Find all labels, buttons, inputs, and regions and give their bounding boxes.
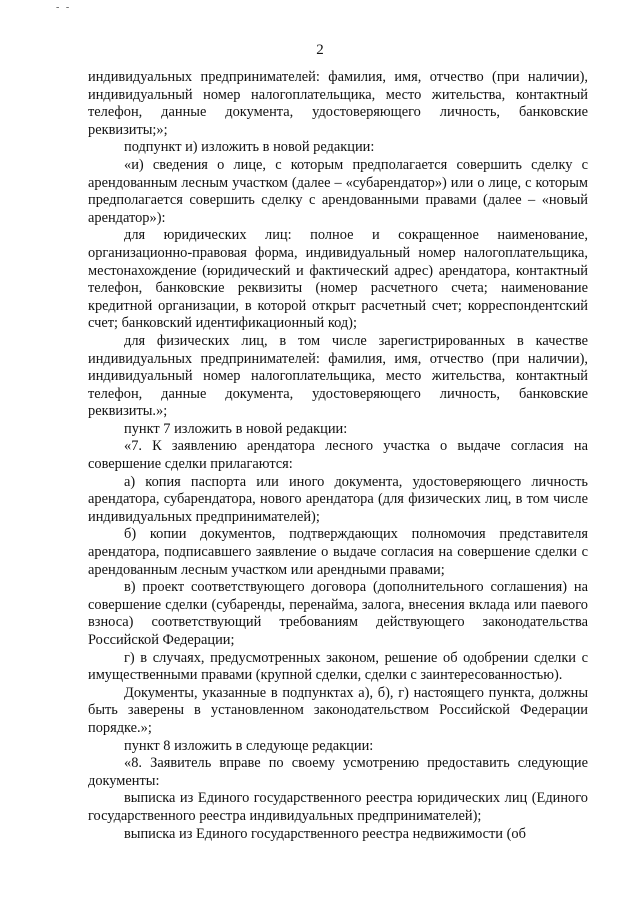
- document-body: [88, 69, 588, 843]
- paragraph: а) копия паспорта или иного документа, удостоверяющего личность арендатора, субарендатора, нового арендатора (для физических лиц, в том числе индивидуальных предпринимателей);: [88, 473, 588, 525]
- paragraph: индивидуальных предпринимателей: фамилия, имя, отчество (при наличии), индивидуальный номер налогоплательщика, место жительства, контактный телефон, данные документа, удостоверяющего личность, банковские реквизиты;»;: [88, 69, 588, 138]
- paragraph: «8. Заявитель вправе по своему усмотрению предоставить следующие документы:: [88, 755, 588, 789]
- paragraph: б) копии документов, подтверждающих полномочия представителя арендатора, подписавшего заявление о выдаче согласия на совершение сделки с арендованным лесным участком или арендными правами;: [88, 526, 588, 578]
- page-number: 2: [316, 42, 324, 58]
- paragraph: выписка из Единого государственного реестра юридических лиц (Единого государственного реестра индивидуальных предпринимателей);: [88, 790, 588, 824]
- paragraph: Документы, указанные в подпунктах а), б), г) настоящего пункта, должны быть заверены в установленном законодательством Российской Федерации порядке.»;: [88, 684, 588, 736]
- paragraph: г) в случаях, предусмотренных законом, решение об одобрении сделки с имущественными правами (крупной сделки, сделки с заинтересованностью).: [88, 649, 588, 684]
- paragraph: пункт 8 изложить в следующе редакции:: [124, 737, 374, 754]
- paragraph: в) проект соответствующего договора (дополнительного соглашения) на совершение сделки (субаренды, перенайма, залога, внесения вклада или паевого взноса) соответствующий требованиям действующего законодательства Российской Федерации;: [88, 579, 588, 648]
- paragraph: для юридических лиц: полное и сокращенное наименование, организационно-правовая форма, индивидуальный номер налогоплательщика, местонахождение (юридический и фактический адрес) арендатора, контактный телефон, банковские реквизиты (номер расчетного счета; наименование кредитной организации, в которой открыт расчетный счет; корреспондентский счет; банковский идентификационный код);: [88, 227, 588, 332]
- paragraph: «и) сведения о лице, с которым предполагается совершить сделку с арендованным лесным участком (далее – «субарендатор») или о лице, с которым предполагается совершить сделку с арендованными правами (далее – «новый арендатор»):: [88, 156, 588, 226]
- corner-mark: - -: [56, 2, 72, 13]
- paragraph: выписка из Единого государственного реестра недвижимости (об: [124, 825, 526, 842]
- paragraph: «7. К заявлению арендатора лесного участка о выдаче согласия на совершение сделки прилагаются:: [88, 438, 588, 473]
- paragraph: подпункт и) изложить в новой редакции:: [124, 139, 375, 156]
- paragraph: для физических лиц, в том числе зарегистрированных в качестве индивидуальных предпринимателей: фамилия, имя, отчество (при наличии), индивидуальный номер налогоплательщика, место жительства, контактный телефон, данные документа, удостоверяющего личность, банковские реквизиты.»;: [88, 332, 588, 420]
- paragraph: пункт 7 изложить в новой редакции:: [124, 420, 348, 437]
